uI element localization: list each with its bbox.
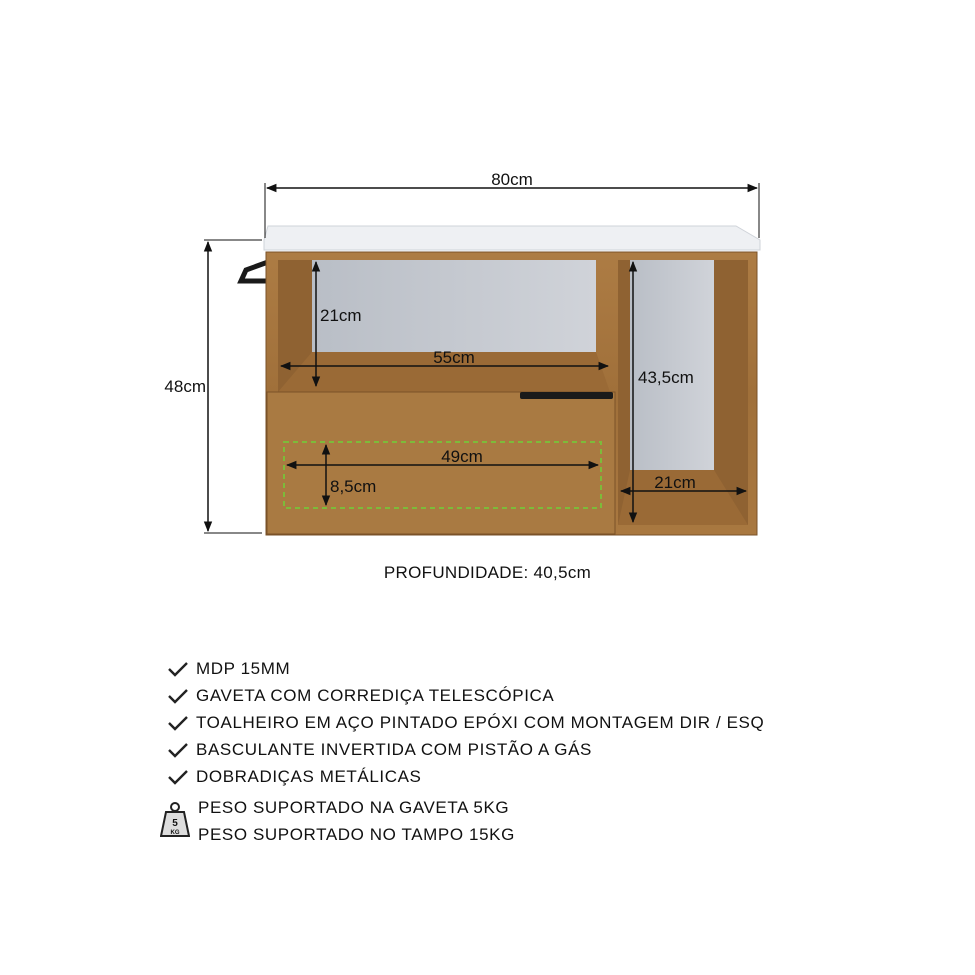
side-niche-height-label: 43,5cm	[638, 368, 694, 387]
side-niche-width-label: 21cm	[654, 473, 696, 492]
check-icon	[160, 682, 196, 709]
niche-width-label: 55cm	[433, 348, 475, 367]
feature-item	[160, 736, 764, 763]
feature-item	[160, 682, 764, 709]
weight-drawer: PESO SUPORTADO NA GAVETA 5KG	[198, 798, 510, 817]
feature-text: DOBRADIÇAS METÁLICAS	[196, 767, 422, 786]
check-icon	[160, 763, 196, 790]
towel-bar	[241, 262, 268, 281]
feature-item	[160, 655, 764, 682]
weight-top: PESO SUPORTADO NO TAMPO 15KG	[198, 825, 515, 844]
depth-label: PROFUNDIDADE: 40,5cm	[383, 563, 592, 582]
feature-text: TOALHEIRO EM AÇO PINTADO EPÓXI COM MONTAGEM DIR / ESQ	[196, 713, 765, 732]
check-icon	[160, 655, 196, 682]
drawer-handle	[520, 392, 613, 399]
drawer-height-label: 8,5cm	[330, 477, 377, 496]
check-icon	[160, 736, 196, 763]
feature-text: BASCULANTE INVERTIDA COM PISTÃO A GÁS	[196, 740, 592, 759]
drawer-width-label: 49cm	[441, 447, 483, 466]
svg-text:KG: KG	[170, 830, 180, 836]
side-niche-back	[630, 260, 714, 470]
feature-text: MDP 15MM	[196, 659, 291, 678]
countertop	[264, 226, 760, 250]
weight-section	[160, 794, 515, 848]
height-label: 48cm	[164, 377, 206, 396]
feature-item	[160, 763, 764, 790]
width-label: 80cm	[491, 170, 533, 189]
svg-text:5: 5	[172, 818, 178, 829]
weight-icon	[160, 802, 190, 838]
check-icon	[160, 709, 196, 736]
feature-list	[160, 655, 764, 790]
niche-height-label: 21cm	[320, 306, 362, 325]
feature-item	[160, 709, 764, 736]
feature-text: GAVETA COM CORREDIÇA TELESCÓPICA	[196, 686, 555, 705]
